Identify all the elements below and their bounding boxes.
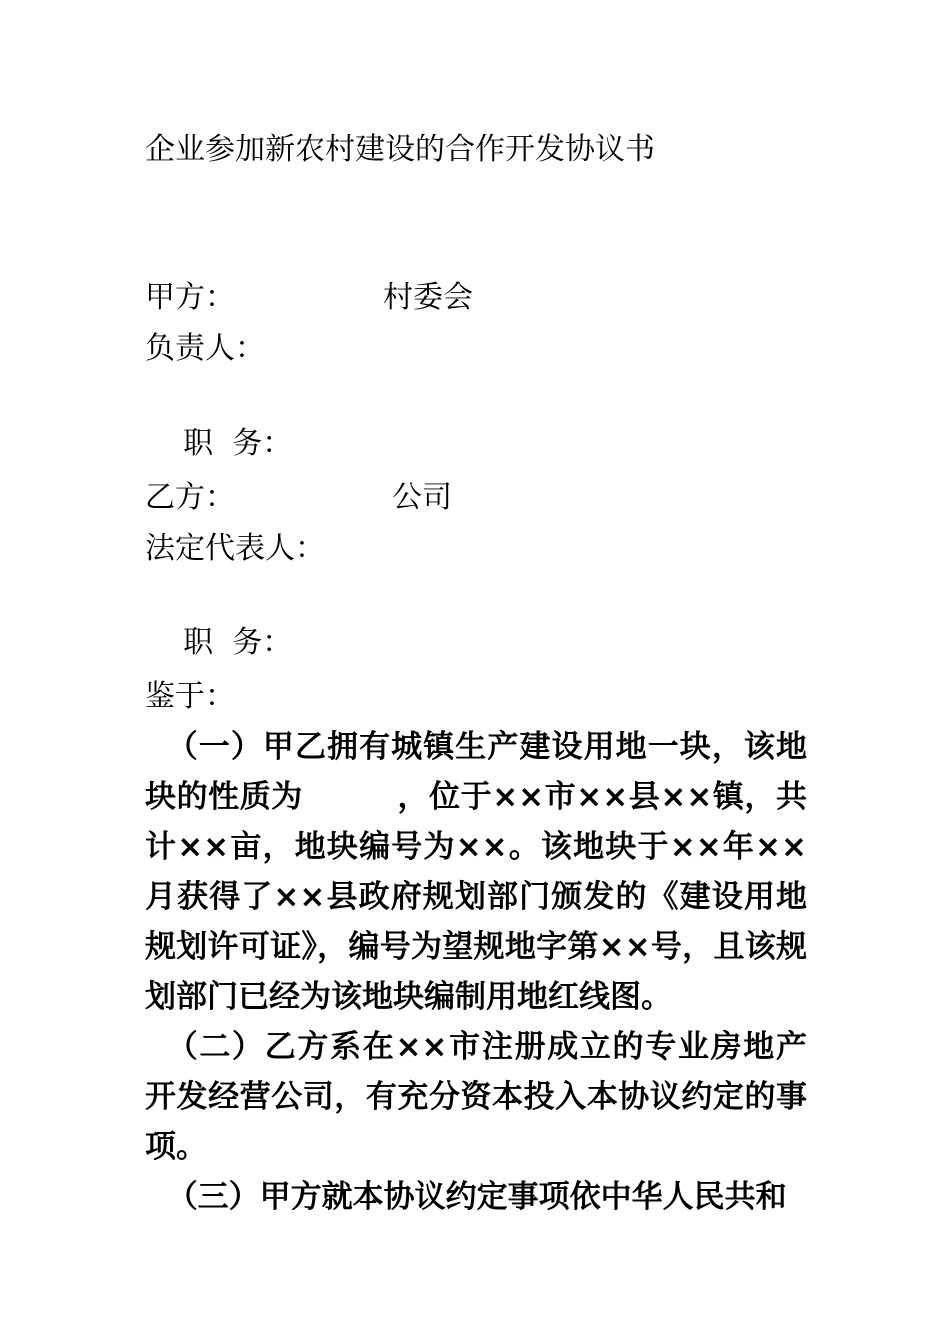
clause-3: （三）甲方就本协议约定事项依中华人民共和 [166, 1179, 787, 1215]
party-a-responsible-label: 负责人： [145, 331, 265, 366]
clause-1: （一）甲乙拥有城镇生产建设用地一块，该地块的性质为 ，位于××市××县××镇，共计××亩，地块编号为××。该地块于××年××月获得了××县政府规划部门颁发的《建设用地规划许可证》，编号为望规地字第××号，且该规划部门已经为该地块编制用地红线图。 [145, 729, 807, 1015]
clauses-block [145, 722, 807, 1222]
document-title: 企业参加新农村建设的合作开发协议书 [145, 132, 655, 167]
party-a-responsible-row [145, 327, 265, 371]
party-a-position-label: 职 务： [183, 426, 293, 461]
whereas-row [145, 675, 235, 719]
clause-2: （二）乙方系在××市注册成立的专业房地产开发经营公司，有充分资本投入本协议约定的事项。 [145, 1029, 807, 1165]
party-a-row [145, 276, 473, 320]
party-a-label: 甲方： [145, 280, 235, 315]
whereas-label: 鉴于： [145, 679, 235, 714]
party-b-row [145, 476, 452, 520]
party-b-value: 公司 [392, 480, 452, 515]
party-b-legal-rep-label: 法定代表人： [145, 531, 325, 566]
party-b-label: 乙方： [145, 480, 235, 515]
party-a-value: 村委会 [383, 280, 473, 315]
party-b-legal-rep-row [145, 527, 325, 571]
party-b-position-label: 职 务： [183, 625, 293, 660]
